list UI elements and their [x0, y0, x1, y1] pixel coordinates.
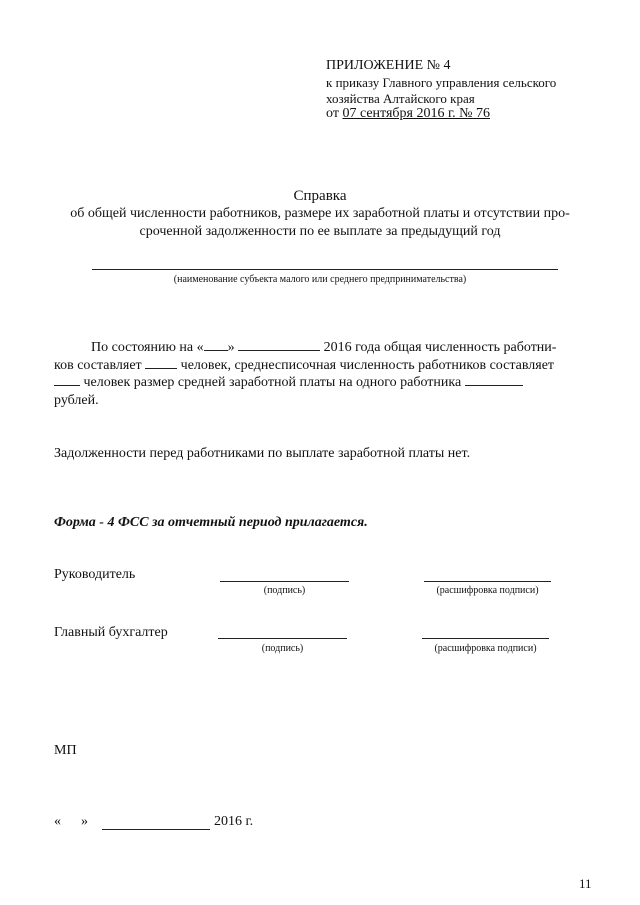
order-date-prefix: от [326, 106, 343, 121]
headcount-blank [145, 368, 177, 369]
attached-form-note: Форма - 4 ФСС за отчетный период прилагается. [54, 515, 368, 530]
page-number: 11 [579, 876, 592, 891]
accountant-decode-caption: (расшифровка подписи) [434, 643, 537, 654]
order-date [326, 106, 490, 122]
text: По состоянию на « [91, 340, 204, 355]
accountant-signature-caption: (подпись) [261, 643, 304, 654]
body-line-3 [54, 375, 523, 391]
body-line-1 [91, 340, 556, 356]
head-signature-line [220, 581, 349, 582]
text: человек, среднесписочная численность работников составляет [177, 358, 555, 373]
accountant-decode-line [422, 638, 549, 639]
text: человек размер средней заработной платы на одного работника [80, 375, 462, 390]
salary-blank [465, 385, 523, 386]
date-close-quote: » [81, 814, 88, 829]
date-year: 2016 г. [214, 814, 254, 829]
date-open-quote: « [54, 814, 61, 829]
body-line-2 [54, 358, 554, 374]
average-count-blank [54, 385, 80, 386]
day-blank [204, 350, 228, 351]
accountant-label: Главный бухгалтер [54, 625, 168, 640]
no-debt-statement: Задолженности перед работниками по выплате заработной платы нет. [54, 446, 471, 461]
document-heading: Справка [293, 188, 347, 204]
subject-name-line [92, 269, 558, 270]
subject-name-caption: (наименование субъекта малого или среднего предпринимательства) [173, 274, 467, 285]
order-date-value: 07 сентября 2016 г. № 76 [342, 106, 490, 121]
head-decode-line [424, 581, 551, 582]
month-blank [238, 350, 320, 351]
order-line-1: к приказу Главного управления сельского [326, 75, 557, 90]
text: » [227, 340, 239, 355]
text: 2016 года общая численность работни- [320, 340, 557, 355]
stamp-place: МП [54, 743, 77, 758]
head-label: Руководитель [54, 567, 136, 582]
head-decode-caption: (расшифровка подписи) [436, 585, 539, 596]
document-subtitle-line-2: сроченной задолженности по ее выплате за предыдущий год [139, 224, 501, 239]
text: ков составляет [54, 358, 146, 373]
document-subtitle-line-1: об общей численности работников, размере их заработной платы и отсутствии про- [70, 206, 570, 221]
order-line-2: хозяйства Алтайского края [326, 91, 475, 106]
accountant-signature-line [218, 638, 347, 639]
body-line-4: рублей. [54, 393, 99, 408]
appendix-title: ПРИЛОЖЕНИЕ № 4 [326, 58, 451, 73]
head-signature-caption: (подпись) [263, 585, 306, 596]
date-month-line [102, 829, 210, 830]
